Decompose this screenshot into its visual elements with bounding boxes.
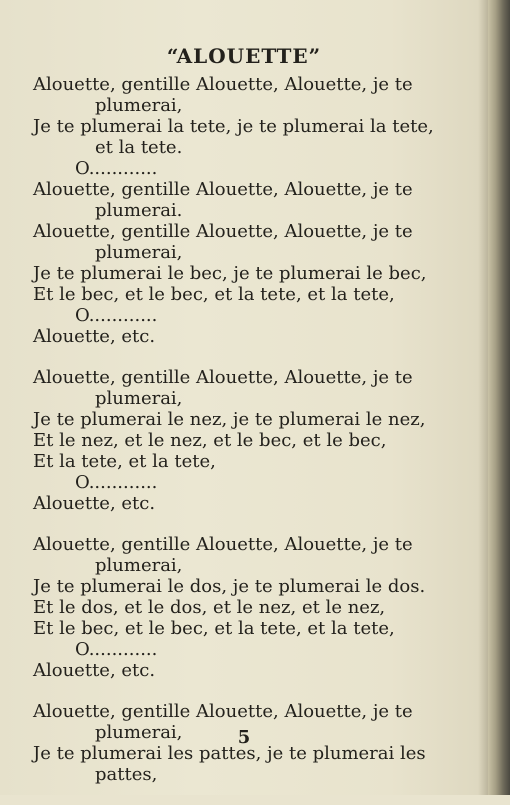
verse-line: O............ [75,158,158,179]
stanza-1 [33,74,473,347]
verse-line: plumerai, [95,555,183,576]
page-number: 5 [237,727,251,748]
verse-line: plumerai. [95,200,183,221]
stanza-3 [33,534,473,681]
verse-line: Alouette, etc. [33,660,156,681]
verse-line: Et le nez, et le nez, et le bec, et le bec, [33,430,387,451]
verse-line: et la tete. [95,137,183,158]
verse-line: plumerai, [95,722,183,743]
verse-line: plumerai, [95,95,183,116]
verse-line: O............ [75,305,158,326]
verse-line: Et la tete, et la tete, [33,451,216,472]
book-spine [488,0,510,795]
verse-line: Alouette, gentille Alouette, Alouette, je te [33,221,413,242]
verse-line: Alouette, gentille Alouette, Alouette, je te [33,74,413,95]
verse-line: Alouette, gentille Alouette, Alouette, je te [33,534,413,555]
stanza-2 [33,367,473,514]
verse-line: Je te plumerai le nez, je te plumerai le nez, [33,409,426,430]
verse-line: Et le bec, et le bec, et la tete, et la tete, [33,284,395,305]
verse-line: pattes, [95,764,158,785]
verse-line: Alouette, gentille Alouette, Alouette, je te [33,701,413,722]
song-title: “ALOUETTE” [166,44,322,68]
verse-line: plumerai, [95,388,183,409]
verse-line: O............ [75,639,158,660]
page-edge-shadow [478,0,488,795]
song-text [33,74,473,805]
verse-line: plumerai, [95,242,183,263]
verse-line: Je te plumerai le bec, je te plumerai le bec, [33,263,427,284]
verse-line: Je te plumerai le dos, je te plumerai le dos. [33,576,426,597]
verse-line: Je te plumerai la tete, je te plumerai la tete, [33,116,434,137]
verse-line: Et le dos, et le dos, et le nez, et le nez, [33,597,386,618]
verse-line: Et le bec, et le bec, et la tete, et la tete, [33,618,395,639]
verse-line: Alouette, gentille Alouette, Alouette, je te [33,179,413,200]
verse-line: Alouette, etc. [33,493,156,514]
verse-line: Alouette, etc. [33,326,156,347]
verse-line: Alouette, gentille Alouette, Alouette, je te [33,367,413,388]
verse-line: Je te plumerai les pattes, je te plumerai les [33,743,426,764]
verse-line: O............ [75,472,158,493]
